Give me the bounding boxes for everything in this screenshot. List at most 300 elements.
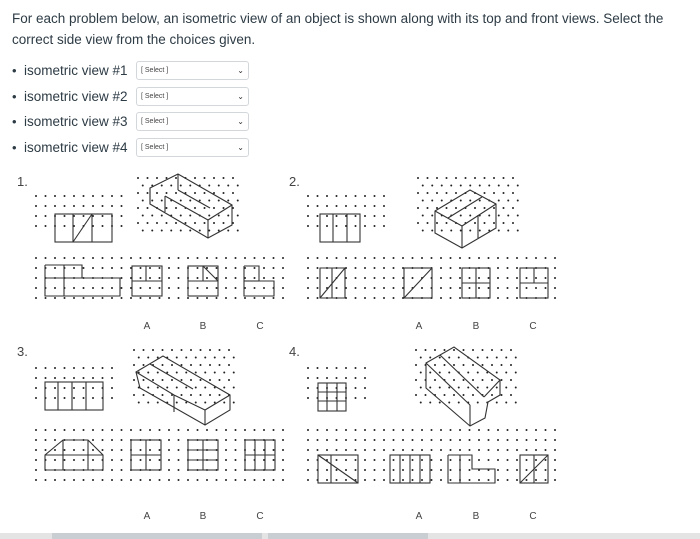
grid-dot: [355, 429, 357, 431]
grid-dot: [195, 357, 197, 359]
grid-dot: [223, 387, 225, 389]
grid-dot: [469, 449, 471, 451]
grid-dot: [326, 469, 328, 471]
grid-dot: [446, 192, 448, 194]
grid-dot: [206, 257, 208, 259]
grid-dot: [102, 297, 104, 299]
grid-dot: [431, 479, 433, 481]
grid-dot: [535, 469, 537, 471]
grid-dot: [282, 469, 284, 471]
grid-dot: [159, 287, 161, 289]
chevron-down-icon: ⌄: [237, 91, 244, 101]
grid-dot: [446, 207, 448, 209]
grid-dot: [156, 222, 158, 224]
grid-dot: [219, 364, 221, 366]
grid-dot: [45, 225, 47, 227]
grid-dot: [507, 200, 509, 202]
grid-dot: [102, 267, 104, 269]
grid-dot: [194, 222, 196, 224]
grid-dot: [121, 205, 123, 207]
grid-dot: [227, 185, 229, 187]
grid-dot: [64, 479, 66, 481]
grid-dot: [140, 287, 142, 289]
grid-dot: [441, 200, 443, 202]
grid-dot: [83, 377, 85, 379]
grid-dot: [383, 267, 385, 269]
grid-dot: [448, 387, 450, 389]
grid-dot: [482, 379, 484, 381]
grid-dot: [83, 297, 85, 299]
p1-top-view: [55, 214, 112, 242]
grid-dot: [235, 429, 237, 431]
grid-dot: [415, 379, 417, 381]
grid-dot: [307, 195, 309, 197]
grid-dot: [121, 267, 123, 269]
p2-choice-b: [462, 268, 490, 298]
grid-dot: [35, 479, 37, 481]
grid-dot: [434, 349, 436, 351]
choice-label-c: C: [256, 321, 264, 332]
grid-dot: [307, 215, 309, 217]
grid-dot: [453, 349, 455, 351]
grid-dot: [317, 439, 319, 441]
grid-dot: [364, 459, 366, 461]
grid-dot: [102, 215, 104, 217]
grid-dot: [469, 429, 471, 431]
grid-dot: [282, 429, 284, 431]
grid-dot: [35, 367, 37, 369]
grid-dot: [111, 195, 113, 197]
grid-dot: [307, 225, 309, 227]
grid-dot: [374, 287, 376, 289]
grid-dot: [233, 402, 235, 404]
grid-dot: [431, 215, 433, 217]
grid-dot: [393, 287, 395, 289]
grid-dot: [213, 222, 215, 224]
grid-dot: [111, 297, 113, 299]
grid-dot: [111, 257, 113, 259]
grid-dot: [459, 277, 461, 279]
grid-dot: [345, 429, 347, 431]
grid-dot: [111, 449, 113, 451]
grid-dot: [206, 297, 208, 299]
p4-choice-c: [520, 455, 548, 483]
p2-choice-c: [520, 268, 548, 298]
grid-dot: [450, 287, 452, 289]
grid-dot: [102, 377, 104, 379]
grid-dot: [501, 379, 503, 381]
grid-dot: [102, 287, 104, 289]
grid-dot: [199, 200, 201, 202]
grid-dot: [364, 277, 366, 279]
problem-number-2: 2.: [289, 174, 300, 189]
grid-dot: [477, 372, 479, 374]
grid-dot: [189, 215, 191, 217]
grid-dot: [507, 439, 509, 441]
grid-dot: [374, 479, 376, 481]
grid-dot: [187, 429, 189, 431]
select-value: [ Select ]: [141, 67, 169, 75]
grid-dot: [225, 479, 227, 481]
grid-dot: [185, 357, 187, 359]
grid-dot: [458, 402, 460, 404]
grid-dot: [439, 357, 441, 359]
grid-dot: [111, 439, 113, 441]
grid-dot: [54, 257, 56, 259]
grid-dot: [484, 222, 486, 224]
grid-dot: [204, 207, 206, 209]
grid-dot: [168, 297, 170, 299]
grid-dot: [181, 394, 183, 396]
grid-dot: [496, 402, 498, 404]
grid-dot: [446, 222, 448, 224]
grid-dot: [431, 230, 433, 232]
grid-dot: [73, 257, 75, 259]
grid-dot: [510, 349, 512, 351]
grid-dot: [235, 297, 237, 299]
grid-dot: [121, 195, 123, 197]
grid-dot: [431, 439, 433, 441]
grid-dot: [421, 459, 423, 461]
bottom-scrollbar[interactable]: [0, 533, 700, 539]
grid-dot: [189, 230, 191, 232]
grid-dot: [147, 372, 149, 374]
grid-dot: [501, 394, 503, 396]
grid-dot: [35, 287, 37, 289]
grid-dot: [213, 207, 215, 209]
grid-dot: [453, 394, 455, 396]
grid-dot: [92, 439, 94, 441]
grid-dot: [159, 449, 161, 451]
grid-dot: [526, 257, 528, 259]
grid-dot: [440, 277, 442, 279]
grid-dot: [307, 377, 309, 379]
grid-dot: [459, 267, 461, 269]
grid-dot: [213, 177, 215, 179]
grid-dot: [477, 402, 479, 404]
grid-dot: [484, 177, 486, 179]
grid-dot: [92, 205, 94, 207]
grid-dot: [273, 429, 275, 431]
grid-dot: [545, 429, 547, 431]
grid-dot: [254, 297, 256, 299]
grid-dot: [317, 215, 319, 217]
grid-dot: [345, 257, 347, 259]
grid-dot: [282, 267, 284, 269]
grid-dot: [208, 185, 210, 187]
grid-dot: [157, 372, 159, 374]
grid-dot: [526, 449, 528, 451]
grid-dot: [535, 439, 537, 441]
grid-dot: [143, 379, 145, 381]
grid-dot: [431, 429, 433, 431]
grid-dot: [431, 185, 433, 187]
grid-dot: [526, 439, 528, 441]
grid-dot: [178, 469, 180, 471]
grid-dot: [355, 439, 357, 441]
grid-dot: [326, 479, 328, 481]
grid-dot: [273, 257, 275, 259]
grid-dot: [459, 297, 461, 299]
grid-dot: [535, 257, 537, 259]
grid-dot: [497, 297, 499, 299]
grid-dot: [140, 459, 142, 461]
grid-dot: [393, 257, 395, 259]
grid-dot: [181, 364, 183, 366]
grid-dot: [507, 267, 509, 269]
grid-dot: [175, 207, 177, 209]
grid-dot: [501, 364, 503, 366]
grid-dot: [417, 207, 419, 209]
grid-dot: [206, 277, 208, 279]
grid-dot: [35, 469, 37, 471]
grid-dot: [505, 402, 507, 404]
grid-dot: [431, 459, 433, 461]
grid-dot: [421, 439, 423, 441]
grid-dot: [168, 449, 170, 451]
grid-dot: [54, 367, 56, 369]
grid-dot: [175, 192, 177, 194]
grid-dot: [54, 387, 56, 389]
grid-dot: [83, 215, 85, 217]
grid-dot: [427, 177, 429, 179]
grid-dot: [421, 449, 423, 451]
p1-choice-c: [244, 266, 274, 296]
grid-dot: [35, 215, 37, 217]
item-label: isometric view #4: [24, 139, 128, 155]
choice-label-b: B: [199, 321, 207, 332]
grid-dot: [474, 207, 476, 209]
grid-dot: [469, 185, 471, 187]
grid-dot: [317, 377, 319, 379]
grid-dot: [554, 459, 556, 461]
grid-dot: [498, 185, 500, 187]
grid-dot: [364, 479, 366, 481]
grid-dot: [149, 277, 151, 279]
grid-dot: [227, 200, 229, 202]
grid-dot: [507, 429, 509, 431]
grid-dot: [111, 267, 113, 269]
grid-dot: [374, 277, 376, 279]
grid-dot: [498, 215, 500, 217]
grid-dot: [355, 205, 357, 207]
grid-dot: [364, 449, 366, 451]
grid-dot: [535, 277, 537, 279]
grid-dot: [197, 297, 199, 299]
grid-dot: [194, 177, 196, 179]
grid-dot: [526, 459, 528, 461]
grid-dot: [512, 192, 514, 194]
grid-dot: [422, 230, 424, 232]
grid-dot: [393, 459, 395, 461]
grid-dot: [460, 200, 462, 202]
grid-dot: [497, 449, 499, 451]
grid-dot: [463, 394, 465, 396]
grid-dot: [168, 469, 170, 471]
grid-dot: [393, 429, 395, 431]
grid-dot: [355, 449, 357, 451]
grid-dot: [225, 459, 227, 461]
grid-dot: [429, 357, 431, 359]
grid-dot: [355, 267, 357, 269]
grid-dot: [507, 287, 509, 289]
grid-dot: [355, 297, 357, 299]
grid-dot: [180, 200, 182, 202]
grid-dot: [383, 429, 385, 431]
grid-dot: [162, 349, 164, 351]
grid-dot: [355, 397, 357, 399]
grid-dot: [111, 377, 113, 379]
grid-dot: [92, 257, 94, 259]
grid-dot: [216, 267, 218, 269]
grid-dot: [244, 297, 246, 299]
grid-dot: [149, 429, 151, 431]
grid-dot: [209, 364, 211, 366]
grid-dot: [232, 192, 234, 194]
grid-dot: [516, 277, 518, 279]
grid-dot: [197, 267, 199, 269]
grid-dot: [469, 287, 471, 289]
grid-dot: [263, 429, 265, 431]
grid-dot: [488, 459, 490, 461]
grid-dot: [83, 195, 85, 197]
grid-dot: [472, 349, 474, 351]
grid-dot: [140, 297, 142, 299]
choice-label-a: A: [143, 511, 151, 522]
grid-dot: [496, 357, 498, 359]
grid-dot: [152, 379, 154, 381]
grid-dot: [554, 479, 556, 481]
grid-dot: [420, 387, 422, 389]
grid-dot: [545, 257, 547, 259]
choice-label-a: A: [415, 511, 423, 522]
grid-dot: [189, 185, 191, 187]
grid-dot: [143, 349, 145, 351]
grid-dot: [412, 449, 414, 451]
grid-dot: [218, 185, 220, 187]
grid-dot: [140, 479, 142, 481]
grid-dot: [459, 449, 461, 451]
grid-dot: [73, 267, 75, 269]
grid-dot: [204, 222, 206, 224]
grid-dot: [102, 257, 104, 259]
grid-dot: [180, 185, 182, 187]
grid-dot: [121, 257, 123, 259]
grid-dot: [486, 387, 488, 389]
grid-dot: [138, 402, 140, 404]
grid-dot: [162, 364, 164, 366]
grid-dot: [92, 449, 94, 451]
grid-dot: [73, 367, 75, 369]
grid-dot: [516, 469, 518, 471]
grid-dot: [209, 394, 211, 396]
grid-dot: [412, 469, 414, 471]
grid-dot: [142, 230, 144, 232]
grid-dot: [307, 469, 309, 471]
grid-dot: [450, 479, 452, 481]
grid-dot: [194, 192, 196, 194]
grid-dot: [178, 257, 180, 259]
grid-dot: [168, 479, 170, 481]
grid-dot: [149, 479, 151, 481]
problem-number-3: 3.: [17, 344, 28, 359]
choice-label-a: A: [143, 321, 151, 332]
grid-dot: [497, 439, 499, 441]
grid-dot: [83, 479, 85, 481]
grid-dot: [263, 277, 265, 279]
grid-dot: [307, 287, 309, 289]
grid-dot: [421, 479, 423, 481]
grid-dot: [45, 297, 47, 299]
p2-isometric: [435, 190, 496, 248]
grid-dot: [383, 449, 385, 451]
grid-dot: [282, 297, 284, 299]
grid-dot: [244, 429, 246, 431]
choice-label-c: C: [529, 321, 537, 332]
grid-dot: [204, 402, 206, 404]
grid-dot: [204, 372, 206, 374]
grid-dot: [515, 387, 517, 389]
grid-dot: [147, 357, 149, 359]
grid-dot: [429, 372, 431, 374]
question-text: For each problem below, an isometric view of an object is shown along with its top and front views. Select the correct side view from the choices given.: [12, 11, 664, 47]
grid-dot: [45, 215, 47, 217]
grid-dot: [133, 379, 135, 381]
grid-dot: [450, 267, 452, 269]
grid-dot: [64, 225, 66, 227]
grid-dot: [383, 459, 385, 461]
grid-dot: [448, 372, 450, 374]
choice-label-c: C: [256, 511, 264, 522]
bullet-icon: •: [12, 88, 17, 104]
grid-dot: [282, 479, 284, 481]
grid-dot: [121, 215, 123, 217]
grid-dot: [189, 200, 191, 202]
grid-dot: [469, 439, 471, 441]
grid-dot: [178, 429, 180, 431]
grid-dot: [517, 215, 519, 217]
grid-dot: [448, 402, 450, 404]
grid-dot: [83, 367, 85, 369]
grid-dot: [436, 222, 438, 224]
grid-dot: [383, 195, 385, 197]
grid-dot: [402, 479, 404, 481]
grid-dot: [479, 200, 481, 202]
grid-dot: [441, 185, 443, 187]
grid-dot: [216, 429, 218, 431]
grid-dot: [383, 479, 385, 481]
grid-dot: [223, 402, 225, 404]
grid-dot: [254, 479, 256, 481]
bullet-icon: •: [12, 114, 17, 130]
grid-dot: [140, 267, 142, 269]
grid-dot: [526, 469, 528, 471]
grid-dot: [317, 297, 319, 299]
grid-dot: [516, 439, 518, 441]
grid-dot: [137, 192, 139, 194]
grid-dot: [345, 469, 347, 471]
grid-dot: [420, 372, 422, 374]
scrollbar-segment: [52, 533, 262, 539]
grid-dot: [440, 297, 442, 299]
grid-dot: [440, 469, 442, 471]
grid-dot: [92, 377, 94, 379]
grid-dot: [166, 177, 168, 179]
grid-dot: [54, 439, 56, 441]
grid-dot: [460, 215, 462, 217]
grid-dot: [326, 449, 328, 451]
grid-dot: [383, 439, 385, 441]
